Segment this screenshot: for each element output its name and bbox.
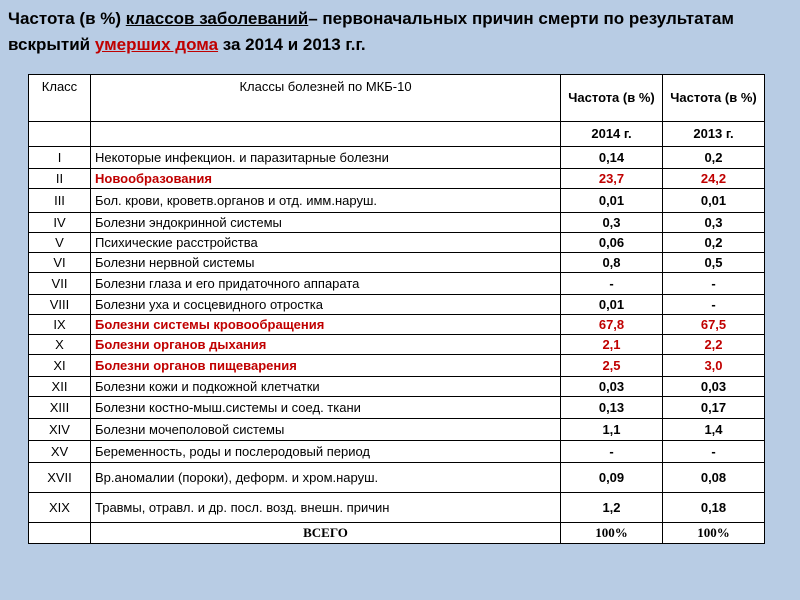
value-2014-cell: 0,13 xyxy=(561,397,663,419)
value-2013-cell: 1,4 xyxy=(663,419,765,441)
title-part: классов заболеваний xyxy=(125,9,309,28)
table-row xyxy=(29,233,765,253)
header-class: Класс xyxy=(29,75,91,122)
value-2013-cell: 0,3 xyxy=(663,213,765,233)
class-cell: XIX xyxy=(29,493,91,523)
disease-name-cell: Болезни глаза и его придаточного аппарата xyxy=(91,273,561,295)
table-row xyxy=(29,463,765,493)
value-2013-cell: 0,08 xyxy=(663,463,765,493)
total-2013: 100% xyxy=(663,523,765,544)
disease-name-cell: Болезни нервной системы xyxy=(91,253,561,273)
class-cell: XV xyxy=(29,441,91,463)
value-2013-cell: 67,5 xyxy=(663,315,765,335)
value-2014-cell: 0,03 xyxy=(561,377,663,397)
table-row xyxy=(29,189,765,213)
value-2013-cell: 0,2 xyxy=(663,147,765,169)
value-2014-cell: 23,7 xyxy=(561,169,663,189)
empty-cell xyxy=(29,122,91,147)
class-cell: III xyxy=(29,189,91,213)
header-2014: Частота (в %) xyxy=(561,75,663,122)
table-row xyxy=(29,169,765,189)
value-2013-cell: 0,01 xyxy=(663,189,765,213)
empty-cell xyxy=(29,523,91,544)
value-2013-cell: 3,0 xyxy=(663,355,765,377)
value-2014-cell: 67,8 xyxy=(561,315,663,335)
table-row xyxy=(29,335,765,355)
disease-name-cell: Болезни уха и сосцевидного отростка xyxy=(91,295,561,315)
class-cell: XVII xyxy=(29,463,91,493)
disease-name-cell: Болезни системы кровообращения xyxy=(91,315,561,335)
empty-cell xyxy=(91,122,561,147)
value-2014-cell: 1,1 xyxy=(561,419,663,441)
class-cell: VI xyxy=(29,253,91,273)
header-name: Классы болезней по МКБ-10 xyxy=(91,75,561,122)
year-row xyxy=(29,122,765,147)
disease-name-cell: Болезни органов дыхания xyxy=(91,335,561,355)
disease-name-cell: Беременность, роды и послеродовый период xyxy=(91,441,561,463)
table-row xyxy=(29,397,765,419)
disease-name-cell: Болезни мочеполовой системы xyxy=(91,419,561,441)
page-title xyxy=(8,6,788,58)
value-2014-cell: 0,14 xyxy=(561,147,663,169)
disease-name-cell: Вр.аномалии (пороки), деформ. и хром.наруш. xyxy=(91,463,561,493)
table-row xyxy=(29,441,765,463)
value-2014-cell: 0,3 xyxy=(561,213,663,233)
value-2013-cell: 0,5 xyxy=(663,253,765,273)
value-2014-cell: 2,5 xyxy=(561,355,663,377)
header-row xyxy=(29,75,765,122)
class-cell: VIII xyxy=(29,295,91,315)
value-2014-cell: - xyxy=(561,273,663,295)
table-row xyxy=(29,419,765,441)
value-2013-cell: 2,2 xyxy=(663,335,765,355)
table-row xyxy=(29,273,765,295)
year-2014: 2014 г. xyxy=(561,122,663,147)
frequency-table xyxy=(28,74,765,544)
header-2013: Частота (в %) xyxy=(663,75,765,122)
class-cell: II xyxy=(29,169,91,189)
class-cell: I xyxy=(29,147,91,169)
total-label: ВСЕГО xyxy=(91,523,561,544)
disease-name-cell: Травмы, отравл. и др. посл. возд. внешн. причин xyxy=(91,493,561,523)
table-row xyxy=(29,493,765,523)
table-row xyxy=(29,295,765,315)
value-2013-cell: 24,2 xyxy=(663,169,765,189)
table-row xyxy=(29,355,765,377)
title-part: Частота (в %) xyxy=(8,9,126,28)
disease-name-cell: Болезни органов пищеварения xyxy=(91,355,561,377)
table-row xyxy=(29,253,765,273)
value-2014-cell: 0,8 xyxy=(561,253,663,273)
class-cell: XI xyxy=(29,355,91,377)
class-cell: XIV xyxy=(29,419,91,441)
year-2013: 2013 г. xyxy=(663,122,765,147)
table-row xyxy=(29,315,765,335)
disease-name-cell: Бол. крови, кроветв.органов и отд. имм.наруш. xyxy=(91,189,561,213)
title-part: умерших дома xyxy=(94,35,219,54)
title-part: – первоначальных причин смерти по результатам вскрытий xyxy=(8,9,734,54)
value-2013-cell: - xyxy=(663,273,765,295)
class-cell: XII xyxy=(29,377,91,397)
class-cell: VII xyxy=(29,273,91,295)
value-2013-cell: 0,18 xyxy=(663,493,765,523)
value-2013-cell: - xyxy=(663,295,765,315)
disease-name-cell: Болезни кожи и подкожной клетчатки xyxy=(91,377,561,397)
class-cell: XIII xyxy=(29,397,91,419)
value-2013-cell: 0,03 xyxy=(663,377,765,397)
value-2013-cell: 0,17 xyxy=(663,397,765,419)
value-2014-cell: - xyxy=(561,441,663,463)
value-2013-cell: 0,2 xyxy=(663,233,765,253)
disease-name-cell: Болезни костно-мыш.системы и соед. ткани xyxy=(91,397,561,419)
disease-name-cell: Психические расстройства xyxy=(91,233,561,253)
class-cell: V xyxy=(29,233,91,253)
value-2014-cell: 2,1 xyxy=(561,335,663,355)
value-2014-cell: 0,01 xyxy=(561,189,663,213)
value-2014-cell: 0,01 xyxy=(561,295,663,315)
total-2014: 100% xyxy=(561,523,663,544)
disease-name-cell: Болезни эндокринной системы xyxy=(91,213,561,233)
value-2014-cell: 0,06 xyxy=(561,233,663,253)
value-2014-cell: 0,09 xyxy=(561,463,663,493)
value-2013-cell: - xyxy=(663,441,765,463)
table-row xyxy=(29,147,765,169)
disease-name-cell: Некоторые инфекцион. и паразитарные болезни xyxy=(91,147,561,169)
class-cell: IV xyxy=(29,213,91,233)
class-cell: IX xyxy=(29,315,91,335)
title-part: за 2014 и 2013 г.г. xyxy=(218,35,366,54)
total-row xyxy=(29,523,765,544)
table-row xyxy=(29,213,765,233)
class-cell: X xyxy=(29,335,91,355)
disease-name-cell: Новообразования xyxy=(91,169,561,189)
table-row xyxy=(29,377,765,397)
value-2014-cell: 1,2 xyxy=(561,493,663,523)
